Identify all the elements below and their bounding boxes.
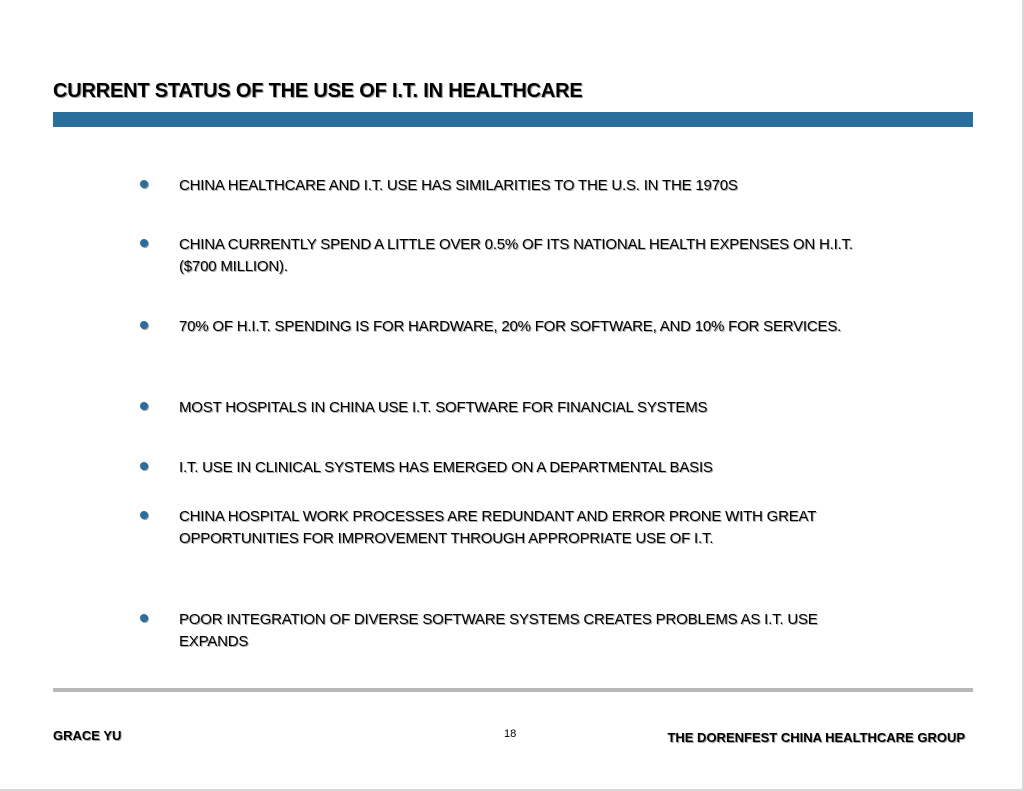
- page-number: 18: [504, 728, 517, 740]
- bullet-dot-icon: [140, 511, 148, 519]
- footer-divider: [53, 688, 973, 692]
- bullet-dot-icon: [140, 462, 148, 470]
- bullet-dot-icon: [140, 321, 148, 329]
- title-underline-bar: [53, 112, 973, 127]
- bullet-text: CHINA HOSPITAL WORK PROCESSES ARE REDUNDANT AND ERROR PRONE WITH GREAT OPPORTUNITIES FOR IMPROVEMENT THROUGH APPROPRIATE USE OF I.T.: [179, 508, 816, 547]
- slide-title: CURRENT STATUS OF THE USE OF I.T. IN HEALTHCARE: [53, 80, 583, 102]
- bullet-dot-icon: [140, 239, 148, 247]
- bullet-text: MOST HOSPITALS IN CHINA USE I.T. SOFTWARE FOR FINANCIAL SYSTEMS: [179, 399, 708, 416]
- bullet-dot-icon: [140, 614, 148, 622]
- bullet-dot-icon: [140, 180, 148, 188]
- footer-author: GRACE YU: [53, 728, 122, 743]
- bullet-text: POOR INTEGRATION OF DIVERSE SOFTWARE SYSTEMS CREATES PROBLEMS AS I.T. USE EXPANDS: [179, 611, 818, 650]
- bullet-text: I.T. USE IN CLINICAL SYSTEMS HAS EMERGED ON A DEPARTMENTAL BASIS: [179, 459, 713, 476]
- footer-organization: THE DORENFEST CHINA HEALTHCARE GROUP: [667, 730, 965, 745]
- bullet-dot-icon: [140, 402, 148, 410]
- bullet-text: CHINA CURRENTLY SPEND A LITTLE OVER 0.5% OF ITS NATIONAL HEALTH EXPENSES ON H.I.T. ($700 MILLION).: [179, 236, 853, 275]
- bullet-text: CHINA HEALTHCARE AND I.T. USE HAS SIMILARITIES TO THE U.S. IN THE 1970S: [179, 177, 738, 194]
- bullet-text: 70% OF H.I.T. SPENDING IS FOR HARDWARE, 20% FOR SOFTWARE, AND 10% FOR SERVICES.: [179, 318, 842, 335]
